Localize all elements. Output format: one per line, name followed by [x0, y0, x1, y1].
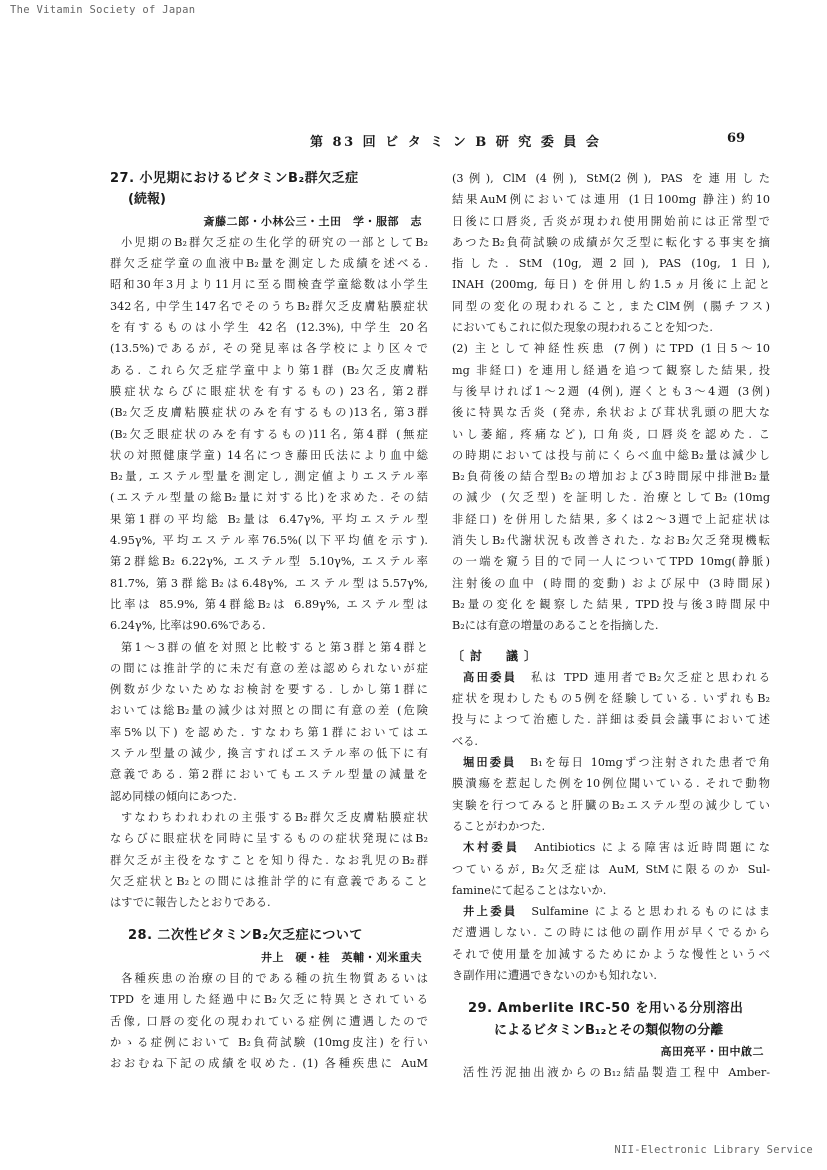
text-line: 注射後の血中 (時間的変動) および尿中 (3時間尿)	[452, 576, 770, 590]
text-line: 率5%以下) を認めた. すなわち第1群においてはエ	[110, 725, 428, 739]
text-line: 消失しB₂代謝状況も改善された. なおB₂欠乏発現機転	[452, 534, 770, 548]
article-29-authors: 高田亮平・田中啟二	[660, 1044, 764, 1058]
left-column	[110, 168, 428, 1074]
text-line: 舌像, 口唇の変化の現われている症例に遭遇したので	[110, 1014, 428, 1028]
text-line: TPD を連用した経過中にB₂欠乏に特異とされている	[110, 993, 428, 1007]
discussion-speaker: 木村委員	[463, 840, 535, 855]
discussion-text: Antibiotics による障害は近時問題にな	[534, 841, 770, 855]
text-line: 第1～3群の値を対照と比較すると第3群と第4群と	[121, 640, 428, 654]
text-line: B₂には有意の増量のあることを指摘した.	[452, 619, 659, 633]
discussion-heading: 〔討 議〕	[452, 648, 543, 663]
text-line: 小児期のB₂群欠乏症の生化学的研究の一部としてB₂	[121, 235, 428, 249]
article-28-authors: 井上 硬・桂 英輔・刈米重夫	[261, 950, 422, 964]
text-line: 4.95γ%, 平均エステル率76.5%(以下平均値を示す).	[110, 534, 428, 548]
text-line: かゝる症例において B₂負荷試験 (10mg皮注) を行い	[110, 1035, 428, 1049]
discussion-line: famineにて起ることはないか.	[452, 883, 607, 897]
text-line: はすでに報告したとおりである.	[110, 896, 271, 910]
discussion-line: べる.	[452, 734, 478, 748]
article-27-authors: 斎藤二郎・小林公三・土田 学・服部 志	[203, 214, 422, 228]
article-28-title: 28. 二次性ビタミンB₂欠乏症について	[128, 928, 363, 944]
text-line: B₂量, エステル型量を測定し, 測定値よりエステル率	[110, 470, 428, 484]
text-line: 認め同様の傾向にあつた.	[110, 789, 237, 803]
text-line: いし萎縮, 疼痛など), 口角炎, 口唇炎を認めた. こ	[452, 427, 770, 441]
discussion-line: つているが, B₂欠乏症は AuM, StMに限るのか Sul-	[452, 862, 770, 876]
text-line: の減少 (欠乏型) を証明した. 治療としてB₂ (10mg	[452, 491, 770, 505]
text-line: ならびに眼症状を同時に呈するものの症状発現にはB₂	[110, 832, 428, 846]
text-line: (B₂欠乏眼症状のみを有するもの)11名, 第4群 (無症	[110, 427, 428, 441]
watermark-top: The Vitamin Society of Japan	[10, 4, 196, 16]
article-28-body	[110, 968, 428, 1074]
discussion-line: ることがわかつた.	[452, 819, 546, 833]
discussion-line	[452, 837, 770, 858]
text-line: 与後早ければ1～2週 (4例), 遅くとも3～4週 (3例)	[452, 384, 770, 398]
text-line: 各種疾患の治療の目的である種の抗生物質あるいは	[121, 971, 428, 985]
text-line: 81.7%, 第3群総B₂は6.48γ%, エステル型は5.57γ%,	[110, 576, 428, 590]
text-line: 群欠乏が主役をなすことを知り得た. なお乳児のB₂群	[110, 853, 428, 867]
text-line: ステル型量の減少, 換言すればエステル率の低下に有	[110, 747, 428, 761]
text-line: すなわちわれわれの主張するB₂群欠乏皮膚粘膜症状	[121, 810, 428, 824]
text-line: 6.24γ%, 比率は90.6%である.	[110, 619, 266, 633]
discussion-text: B₁を毎日 10mgずつ注射された患者で角	[529, 756, 770, 770]
text-line: を有するものは小学生 42名 (12.3%), 中学生 20名	[110, 321, 428, 335]
text-line: 活性汚泥抽出液からのB₁₂結晶製造工程中 Amber-	[463, 1066, 770, 1080]
text-line: 欠乏症状とB₂との間には推計学的に有意義であること	[110, 874, 428, 888]
text-line: 群欠乏症学童の血液中B₂量を測定した成績を述べる.	[110, 257, 428, 271]
text-line: (3例), ClM (4例), StM(2例), PAS を連用した	[452, 172, 770, 185]
discussion-line: き副作用に遭遇できないのかも知れない.	[452, 968, 657, 982]
article-29-title-cont: によるビタミンB₁₂とその類似物の分離	[494, 1022, 724, 1038]
text-line: あつたB₂負荷試験の成績が欠乏型に転化する事実を摘	[452, 235, 770, 249]
text-line: (13.5%)であるが, その発見率は各学校により区々で	[110, 342, 428, 356]
text-line: 結果AuM例においては連用 (1日100mg 静注) 約10	[452, 193, 770, 207]
text-line: 342名, 中学生147名でそのうちB₂群欠乏皮膚粘膜症状	[110, 299, 428, 313]
page-number: 69	[727, 131, 746, 146]
discussion-line: 実験を行つてみると肝臓のB₂エステル型の減少してい	[452, 798, 770, 812]
text-line: 非経口) を併用した結果, 多くは2～3週で上記症状は	[452, 512, 770, 526]
discussion-body	[452, 667, 770, 986]
right-column	[452, 168, 770, 1083]
text-line: 例数が少ないためなお検討を要する. しかし第1群に	[110, 683, 428, 697]
discussion-line: 膜潰瘍を惹起した例を10例位聞いている. それで動物	[452, 777, 770, 791]
text-line: B₂負荷後の結合型B₂の増加および3時間尿中排泄B₂量	[452, 470, 770, 484]
discussion-line: だ遭遇しない. この時には他の副作用が早くでるから	[452, 926, 770, 940]
article-27-body	[110, 232, 428, 914]
text-line: おおむね下記の成績を収めた. (1) 各種疾患に AuM	[110, 1057, 428, 1071]
text-line: 状の対照健康学童) 14名につき藤田氏法により血中総	[110, 448, 428, 462]
text-line: 昭和30年3月より11月に至る間検査学童総数は小学生	[110, 278, 428, 292]
discussion-line: それで使用量を加減するためにかような慢性というべ	[452, 947, 770, 961]
text-line: 膜症状ならびに眼症状を有するもの) 23名, 第2群	[110, 384, 428, 398]
text-line: 指した. StM (10g, 週2回), PAS (10g, 1日),	[452, 257, 770, 271]
discussion-line	[452, 901, 770, 922]
text-line: 第2群総B₂ 6.22γ%, エステル型 5.10γ%, エステル率	[110, 555, 428, 569]
text-line: INAH (200mg, 毎日) を併用し約1.5ヵ月後に上記と	[452, 278, 770, 292]
text-line: ある. これら欠乏症学童中より第1群 (B₂欠乏皮膚粘	[110, 363, 428, 377]
discussion-speaker: 井上委員	[463, 904, 532, 919]
discussion-speaker: 堀田委員	[463, 755, 530, 770]
article-27-title-cont: (続報)	[128, 192, 166, 208]
text-line: の間には推計学的に未だ有意の差は認められないが症	[110, 661, 428, 675]
article-29-title: 29. Amberlite IRC-50 を用いる分別溶出	[468, 1001, 744, 1017]
text-line: 同型の変化の現われること, またClM例 (腸チフス)	[452, 299, 770, 313]
discussion-line	[452, 752, 770, 773]
text-line: 意義である. 第2群においてもエステル型量の減量を	[110, 768, 428, 782]
discussion-speaker: 高田委員	[463, 669, 531, 684]
text-line: おいては総B₂量の減少は対照との間に有意の差 (危険	[110, 704, 428, 718]
text-line: B₂量の変化を観察した結果, TPD投与後3時間尿中	[452, 597, 770, 611]
text-line: の時期においては投与前にくらべ血中総B₂量は減少し	[452, 448, 770, 462]
discussion-line: 投与によつて治癒した. 詳細は委員会議事において述	[452, 713, 770, 727]
article-27-title: 27. 小児期におけるビタミンB₂群欠乏症	[110, 171, 359, 186]
text-line: (エステル型量の総B₂量に対する比)を求めた. その結	[110, 491, 428, 505]
running-title: 第 83 回 ビ タ ミ ン B 研 究 委 員 会	[310, 135, 602, 150]
text-line: (2) 主として神経性疾患 (7例) にTPD (1日5～10	[452, 342, 770, 356]
text-line: 比率は 85.9%, 第4群総B₂は 6.89γ%, エステル型は	[110, 597, 428, 611]
text-line: (B₂欠乏皮膚粘膜症状のみを有するもの)13名, 第3群	[110, 406, 428, 420]
discussion-text: 私は TPD 連用者でB₂欠乏症と思われる	[531, 670, 770, 684]
text-line: の一端を窺う目的で同一人についてTPD 10mg(静脈)	[452, 555, 770, 569]
text-line: においてもこれに似た現象の現われることを知つた.	[452, 321, 713, 335]
watermark-bottom: NII-Electronic Library Service	[614, 1144, 813, 1156]
discussion-text: Sulfamine によると思われるものにはま	[531, 905, 770, 919]
text-line: 後に特異な舌炎 (発赤, 糸状および茸状乳頭の肥大な	[452, 406, 770, 420]
text-line: mg 非経口) を連用し経過を追つて観察した結果, 投	[452, 363, 770, 377]
article-29-body	[452, 1062, 770, 1083]
text-line: 日後に口唇炎, 舌炎が現われ使用開始前には正常型で	[452, 214, 770, 228]
article-28-continued	[452, 168, 770, 637]
text-line: 果第1群の平均総 B₂量は 6.47γ%, 平均エステル型	[110, 512, 428, 526]
discussion-line	[452, 667, 770, 688]
discussion-line: 症状を現わしたもの5例を経験している. いずれもB₂	[452, 692, 770, 706]
